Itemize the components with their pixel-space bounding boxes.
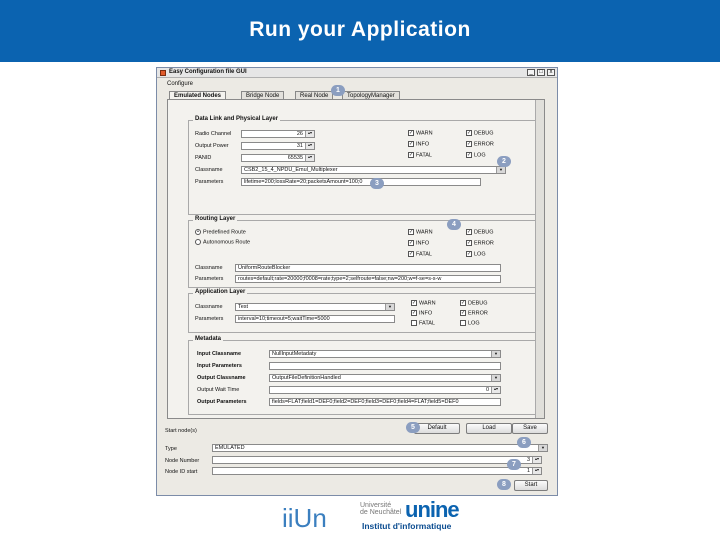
checkbox-icon: ✓	[409, 251, 414, 257]
slide-title-bar	[0, 0, 720, 62]
callout-badge-8: 8	[497, 479, 511, 490]
rt-classname-label: Classname	[195, 265, 223, 271]
minimize-button[interactable]: _	[527, 69, 535, 76]
close-button[interactable]: x	[547, 69, 555, 76]
checkbox-icon: ✓	[467, 130, 472, 136]
checkbox-icon: ✓	[467, 251, 472, 257]
app-log-checkbox[interactable]: LOG	[460, 320, 480, 326]
predefined-route-radio[interactable]: • Predefined Route	[195, 229, 246, 235]
panid-field[interactable]	[241, 154, 315, 162]
node-id-field[interactable]: 1 ▴▾	[212, 467, 542, 475]
dl-info-checkbox[interactable]: ✓ INFO	[409, 141, 430, 148]
rt-classname-field[interactable]: UniformRouteBlocker	[235, 264, 501, 272]
callout-badge-4: 4	[447, 219, 461, 230]
type-label: Type	[165, 446, 177, 452]
spinner-icon[interactable]: ▴▾	[491, 387, 500, 393]
node-number-field[interactable]: 3 ▴▾	[212, 456, 542, 464]
checkbox-icon: ✓	[467, 141, 472, 147]
chevron-down-icon[interactable]: ▼	[496, 167, 505, 173]
app-classname-label: Classname	[195, 304, 223, 310]
checkbox-icon: ✓	[409, 141, 414, 147]
checkbox-icon: ✓	[461, 300, 466, 306]
application-title: Application Layer	[195, 289, 246, 295]
input-parameters-label: Input Parameters	[197, 363, 242, 369]
radio-channel-value: 26	[296, 131, 303, 137]
default-button[interactable]: Default	[414, 423, 460, 434]
chevron-down-icon[interactable]: ▼	[491, 351, 500, 357]
output-power-label: Output Power	[195, 143, 229, 149]
rt-parameters-label: Parameters	[195, 276, 224, 282]
input-classname-label: Input Classname	[197, 351, 242, 357]
chevron-down-icon[interactable]: ▼	[491, 375, 500, 381]
app-window	[156, 67, 558, 496]
dl-log-checkbox[interactable]: ✓ LOG	[467, 152, 486, 159]
output-wait-time-field[interactable]: 0 ▴▾	[269, 386, 501, 394]
spinner-icon[interactable]: ▴▾	[532, 457, 541, 463]
app-fatal-checkbox[interactable]: FATAL	[411, 320, 435, 326]
checkbox-icon: ✓	[461, 310, 466, 316]
tab-emulated-nodes[interactable]: Emulated Nodes	[169, 91, 226, 100]
node-id-label: Node ID start	[165, 469, 198, 475]
dl-debug-checkbox[interactable]: ✓ DEBUG	[467, 130, 494, 137]
rt-log-checkbox[interactable]: ✓ LOG	[467, 251, 486, 258]
metadata-title: Metadata	[195, 336, 222, 342]
tab-bridge-node[interactable]: Bridge Node	[241, 91, 284, 100]
data-link-group	[188, 116, 540, 215]
app-classname-combo[interactable]: Test ▼	[235, 303, 395, 311]
node-number-label: Node Number	[165, 458, 200, 464]
emulated-nodes-panel	[167, 99, 545, 419]
routing-group	[188, 216, 540, 288]
panid-label: PANID	[195, 155, 212, 161]
output-power-value: 31	[296, 143, 303, 149]
checkbox-icon: ✓	[409, 152, 414, 158]
callout-badge-7: 7	[507, 459, 521, 470]
radio-channel-field[interactable]	[241, 130, 315, 138]
checkbox-icon: ✓	[412, 310, 417, 316]
radio-icon: •	[195, 229, 201, 235]
checkbox-icon: ✓	[409, 229, 414, 235]
checkbox-icon: ✓	[467, 229, 472, 235]
dl-warn-checkbox[interactable]: ✓ WARN	[409, 130, 433, 137]
spinner-icon[interactable]: ▴▾	[305, 131, 314, 137]
rt-error-checkbox[interactable]: ✓ ERROR	[467, 240, 494, 247]
dl-error-checkbox[interactable]: ✓ ERROR	[467, 141, 494, 148]
output-power-field[interactable]	[241, 142, 315, 150]
checkbox-icon: ✓	[409, 240, 414, 246]
output-parameters-label: Output Parameters	[197, 399, 247, 405]
application-group	[188, 289, 540, 333]
dl-classname-combo[interactable]: CSB2_15_4_NPDU_Emul_Multiplexer ▼	[241, 166, 506, 174]
university-line1: Université	[360, 502, 392, 509]
window-titlebar[interactable]	[157, 68, 557, 78]
output-wait-time-label: Output Wait Time	[197, 387, 240, 393]
output-classname-label: Output Classname	[197, 375, 246, 381]
rt-debug-checkbox[interactable]: ✓ DEBUG	[467, 229, 494, 236]
rt-parameters-field[interactable]: routes=default;rate=20000;f0008=rate;type=2;selfroute=false;nw=200;w=f-se=s-s-w	[235, 275, 501, 283]
chevron-down-icon[interactable]: ▼	[385, 304, 394, 310]
dl-parameters-field[interactable]: lifetime=200;lossRate=20;packetsAmount=100;0	[241, 178, 481, 186]
rt-warn-checkbox[interactable]: ✓ WARN	[409, 229, 433, 236]
panid-value: 65535	[287, 155, 303, 161]
configure-label: Configure	[167, 81, 194, 87]
spinner-icon[interactable]: ▴▾	[305, 143, 314, 149]
vertical-scrollbar[interactable]	[535, 100, 544, 418]
dl-parameters-label: Parameters	[195, 179, 224, 185]
university-line2: de Neuchâtel	[360, 509, 402, 516]
save-button[interactable]: Save	[512, 423, 548, 434]
tab-real-node[interactable]: Real Node	[295, 91, 333, 100]
institute-name: Institut d'informatique	[362, 521, 452, 531]
radio-channel-label: Radio Channel	[195, 131, 232, 137]
data-link-title: Data Link and Physical Layer	[195, 116, 279, 122]
iiun-logo-text: iiUn	[282, 503, 327, 533]
metadata-group	[188, 336, 540, 415]
output-classname-combo[interactable]: OutputFileDefinitionHandled ▼	[269, 374, 501, 382]
start-nodes-label: Start node(s)	[165, 428, 197, 434]
iiun-logo	[280, 499, 327, 533]
app-debug-checkbox[interactable]: ✓ DEBUG	[461, 300, 488, 307]
dl-classname-label: Classname	[195, 167, 223, 173]
checkbox-icon: ✓	[467, 152, 472, 158]
checkbox-icon: ✓	[412, 300, 417, 306]
app-parameters-label: Parameters	[195, 316, 224, 322]
maximize-button[interactable]: □	[537, 69, 545, 76]
app-warn-checkbox[interactable]: ✓ WARN	[412, 300, 436, 307]
type-combo[interactable]: EMULATED ▼	[212, 444, 548, 452]
checkbox-icon	[411, 320, 417, 326]
app-icon	[160, 70, 166, 76]
routing-title: Routing Layer	[195, 216, 236, 222]
radio-icon	[195, 239, 201, 245]
output-parameters-field[interactable]: fields=FLAT;field1=DEF0;field2=DEF0;field3=DEF0;field4=FLAT;field5=DEF0	[269, 398, 501, 406]
callout-badge-3: 3	[370, 178, 384, 189]
callout-badge-2: 2	[497, 156, 511, 167]
checkbox-icon: ✓	[409, 130, 414, 136]
autonomous-route-radio[interactable]: Autonomous Route	[195, 239, 250, 245]
app-parameters-field[interactable]: interval=10;timeout=5;waitTime=5000	[235, 315, 395, 323]
checkbox-icon: ✓	[467, 240, 472, 246]
window-title: Easy Configuration file GUI	[169, 69, 247, 75]
slide-title: Run your Application	[249, 18, 471, 41]
app-error-checkbox[interactable]: ✓ ERROR	[461, 310, 488, 317]
unine-logo: unine	[405, 497, 459, 522]
app-info-checkbox[interactable]: ✓ INFO	[412, 310, 433, 317]
dl-fatal-checkbox[interactable]: ✓ FATAL	[409, 152, 432, 159]
start-button[interactable]: Start	[514, 480, 548, 491]
input-parameters-field[interactable]	[269, 362, 501, 370]
callout-badge-1: 1	[331, 85, 345, 96]
spinner-icon[interactable]: ▴▾	[532, 468, 541, 474]
rt-fatal-checkbox[interactable]: ✓ FATAL	[409, 251, 432, 258]
rt-info-checkbox[interactable]: ✓ INFO	[409, 240, 430, 247]
callout-badge-5: 5	[406, 422, 420, 433]
load-button[interactable]: Load	[466, 423, 512, 434]
input-classname-combo[interactable]: NullInputMetadaty ▼	[269, 350, 501, 358]
tab-topology-manager[interactable]: TopologyManager	[342, 91, 400, 100]
university-name	[360, 502, 401, 516]
callout-badge-6: 6	[517, 437, 531, 448]
checkbox-icon	[460, 320, 466, 326]
chevron-down-icon[interactable]: ▼	[538, 445, 547, 451]
spinner-icon[interactable]: ▴▾	[305, 155, 314, 161]
